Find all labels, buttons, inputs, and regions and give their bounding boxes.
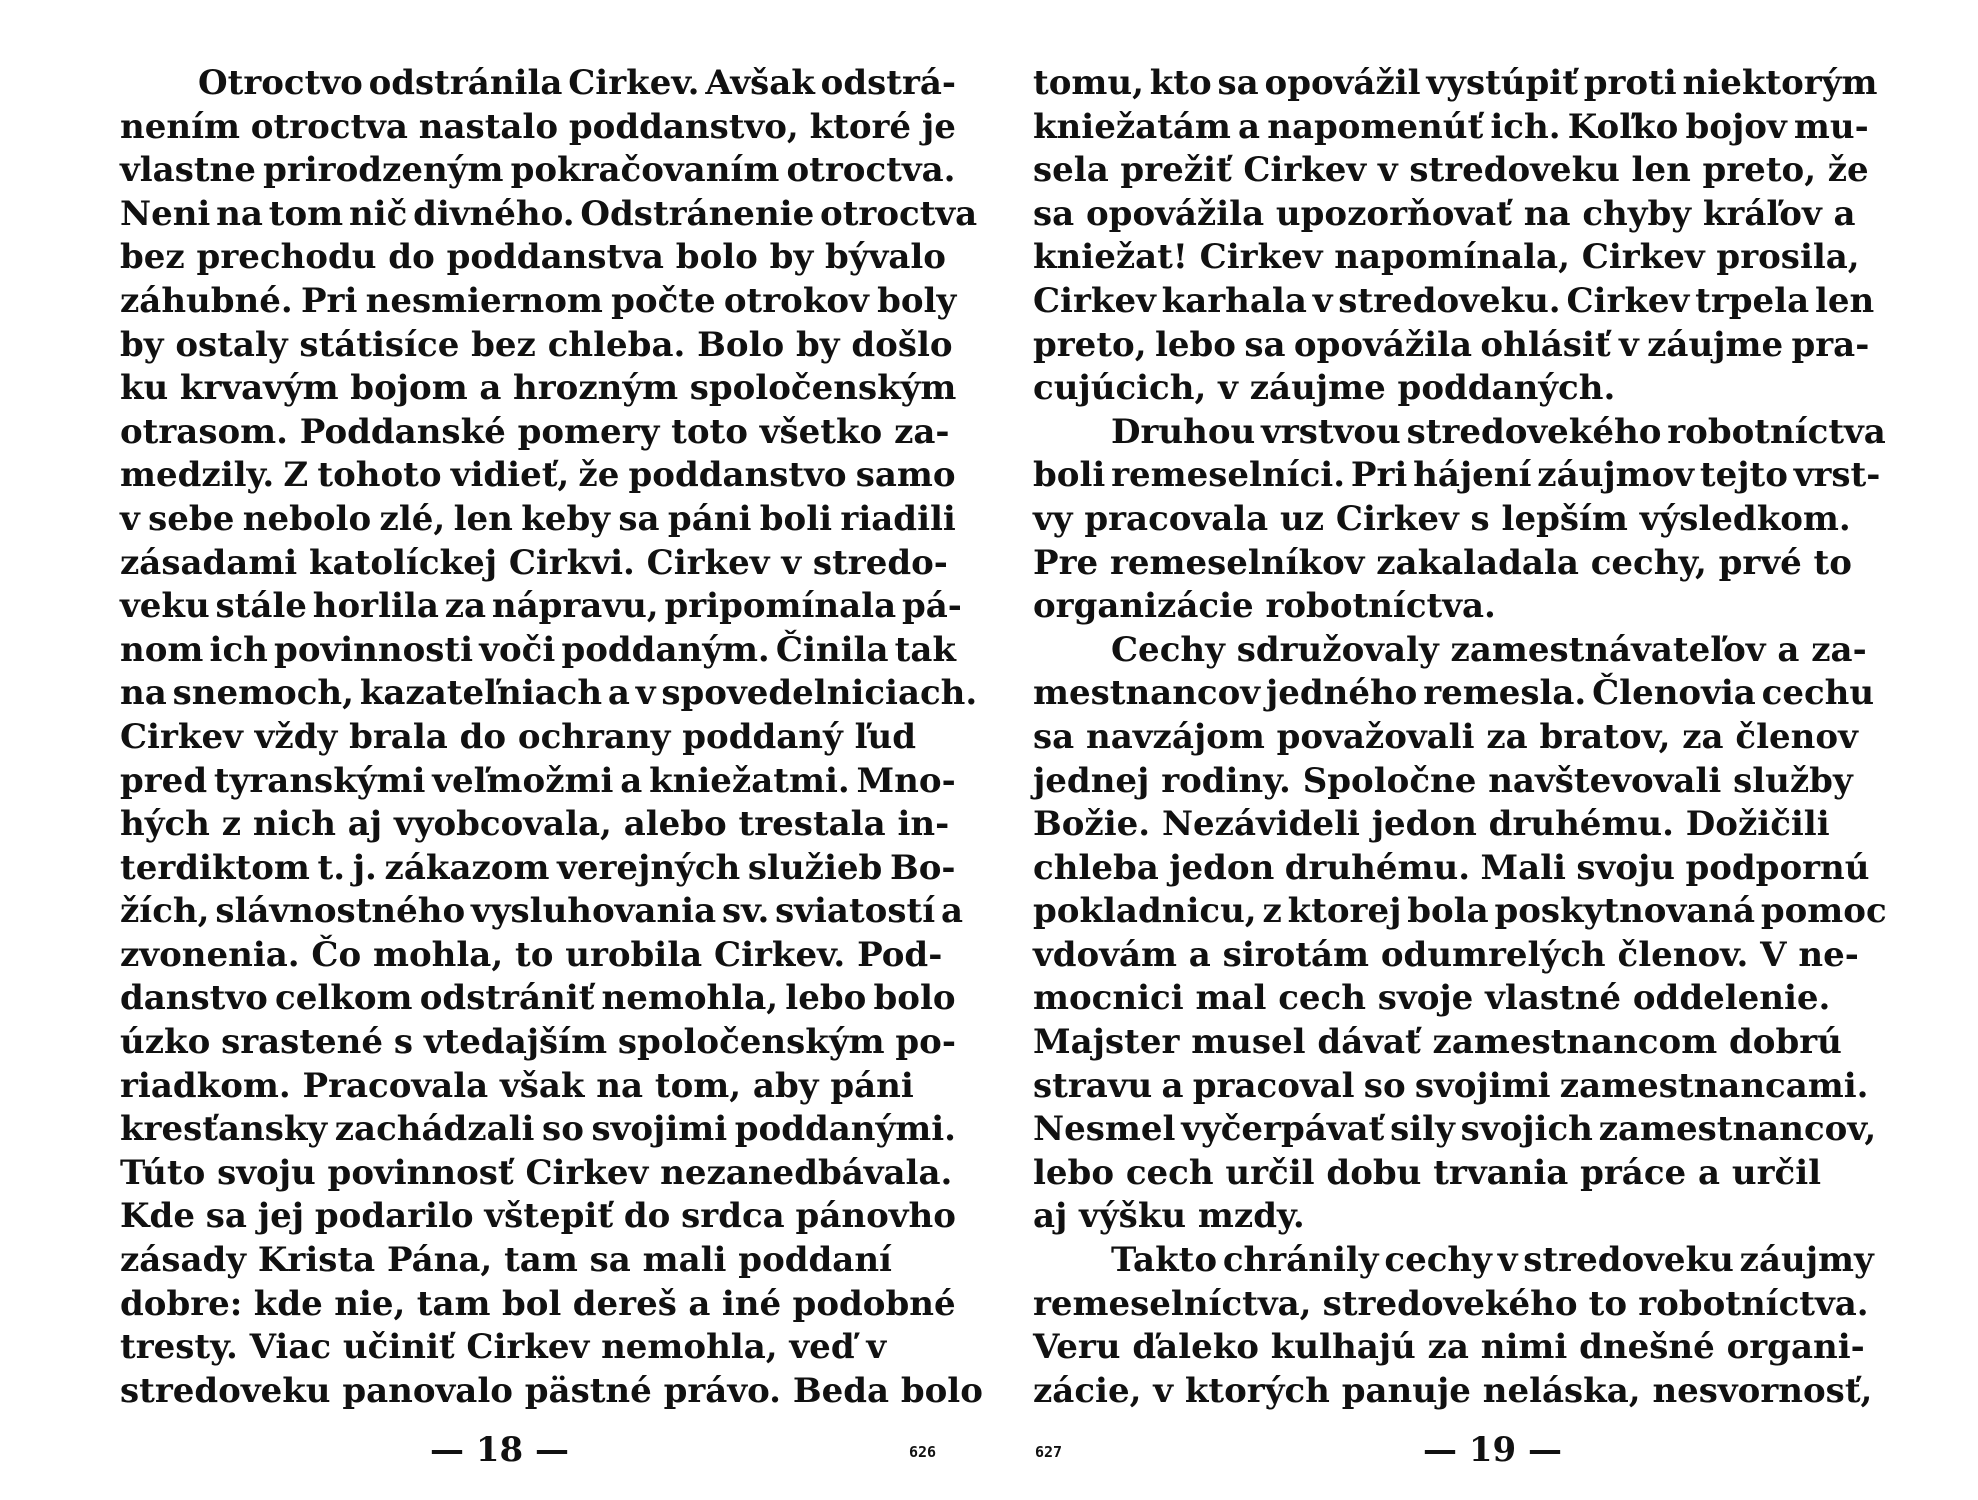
text-line: danstvo celkom odstrániť nemohla, lebo bolo — [120, 978, 956, 1019]
left-page-text — [120, 62, 983, 1413]
text-line: medzily. Z tohoto vidieť, že poddanstvo samo — [120, 455, 956, 496]
text-line: Takto chránily cechy v stredoveku záujmy — [1111, 1240, 1874, 1281]
text-line: stredoveku panovalo pästné právo. Beda bolo — [120, 1370, 983, 1411]
right-page-text — [1033, 62, 1887, 1413]
text-line: preto, lebo sa opovážila ohlásiť v záujme pra- — [1033, 324, 1870, 365]
text-line: chleba jedon druhému. Mali svoju podpornú — [1033, 847, 1870, 888]
text-line: riadkom. Pracovala však na tom, aby páni — [120, 1065, 914, 1106]
text-line: Cirkev karhala v stredoveku. Cirkev trpela len — [1033, 280, 1875, 321]
text-line: vlastne prirodzeným pokračovaním otroctva. — [120, 150, 956, 191]
page-number-right: — 19 — — [1423, 1430, 1562, 1470]
text-line: mestnancov jedného remesla. Členovia cechu — [1033, 673, 1875, 714]
text-line: pred tyranskými veľmožmi a kniežatmi. Mno- — [120, 760, 956, 801]
text-line: tresty. Viac učiniť Cirkev nemohla, veď v — [120, 1327, 887, 1368]
text-line: mocnici mal cech svoje vlastné oddelenie. — [1033, 978, 1831, 1019]
text-line: otrasom. Poddanské pomery toto všetko za- — [120, 411, 950, 452]
right-page — [989, 0, 1978, 1500]
text-line: žích, slávnostného vysluhovania sv. sviatostí a — [120, 891, 963, 932]
text-line: Veru ďaleko kulhajú za nimi dnešné organi- — [1033, 1327, 1865, 1368]
text-line: boli remeselníci. Pri hájení záujmov tejto vrst- — [1033, 455, 1881, 496]
text-line: Túto svoju povinnosť Cirkev nezanedbávala. — [120, 1152, 953, 1193]
text-line: tomu, kto sa opovážil vystúpiť proti niektorým — [1033, 63, 1878, 103]
text-line: aj výšku mzdy. — [1033, 1196, 1305, 1237]
sheet-number-right: 627 — [1035, 1443, 1063, 1461]
text-line: Cirkev vždy brala do ochrany poddaný ľud — [120, 716, 916, 757]
text-line: Druhou vrstvou stredovekého robotníctva — [1111, 411, 1886, 452]
text-line: bez prechodu do poddanstva bolo by bývalo — [120, 237, 946, 278]
text-line: sela prežiť Cirkev v stredoveku len preto, že — [1033, 150, 1869, 191]
text-line: na snemoch, kazateľniach a v spovedelniciach. — [120, 673, 978, 714]
text-line: v sebe nebolo zlé, len keby sa páni boli riadili — [120, 498, 956, 539]
text-line: jednej rodiny. Spoločne navštevovali služby — [1033, 760, 1853, 801]
text-line: záhubné. Pri nesmiernom počte otrokov boly — [120, 280, 957, 321]
text-line: veku stále horlila za nápravu, pripomínala pá- — [120, 586, 962, 627]
text-line: nením otroctva nastalo poddanstvo, ktoré je — [120, 106, 956, 147]
text-line: nom ich povinnosti voči poddaným. Činila tak — [120, 629, 956, 670]
text-line: vdovám a sirotám odumrelých členov. V ne- — [1033, 934, 1859, 975]
text-line: zvonenia. Čo mohla, to urobila Cirkev. Pod- — [120, 934, 943, 975]
text-line: kresťansky zachádzali so svojimi poddanými. — [120, 1109, 956, 1150]
text-line: organizácie robotníctva. — [1033, 586, 1496, 627]
text-line: lebo cech určil dobu trvania práce a určil — [1033, 1152, 1822, 1193]
page-number-left: — 18 — — [430, 1430, 569, 1470]
text-line: Majster musel dávať zamestnancom dobrú — [1033, 1022, 1842, 1063]
text-line: sa opovážila upozorňovať na chyby kráľov a — [1033, 193, 1856, 234]
text-line: zásady Krista Pána, tam sa mali poddaní — [120, 1240, 892, 1281]
text-line: stravu a pracoval so svojimi zamestnancami. — [1033, 1065, 1869, 1106]
text-line: remeselníctva, stredovekého to robotníctva. — [1033, 1283, 1869, 1324]
text-line: by ostaly státisíce bez chleba. Bolo by došlo — [120, 324, 953, 365]
text-line: úzko srastené s vtedajším spoločenským po- — [120, 1022, 956, 1063]
text-line: kniežat! Cirkev napomínala, Cirkev prosila, — [1033, 237, 1860, 278]
text-line: kniežatám a napomenúť ich. Koľko bojov mu- — [1033, 106, 1869, 147]
text-line: Nesmel vyčerpávať sily svojich zamestnancov, — [1033, 1109, 1877, 1150]
text-line: terdiktom t. j. zákazom verejných služieb Bo- — [120, 847, 956, 888]
text-line: Otroctvo odstránila Cirkev. Avšak odstrá- — [198, 63, 957, 103]
text-line: sa navzájom považovali za bratov, za členov — [1033, 716, 1858, 757]
text-line: cujúcich, v záujme poddaných. — [1033, 368, 1616, 409]
text-line: Pre remeselníkov zakaladala cechy, prvé to — [1033, 542, 1852, 583]
sheet-number-left: 626 — [909, 1443, 937, 1461]
text-line: Cechy sdružovaly zamestnávateľov a za- — [1111, 629, 1867, 670]
text-line: zácie, v ktorých panuje neláska, nesvornosť, — [1033, 1370, 1873, 1411]
text-line: hých z nich aj vyobcovala, alebo trestala in- — [120, 804, 950, 845]
text-line: dobre: kde nie, tam bol dereš a iné podobné — [120, 1283, 956, 1324]
text-line: pokladnicu, z ktorej bola poskytnovaná pomoc — [1033, 891, 1887, 932]
text-line: zásadami katolíckej Cirkvi. Cirkev v stredo- — [120, 542, 948, 583]
text-line: Neni na tom nič divného. Odstránenie otroctva — [120, 193, 978, 234]
text-line: ku krvavým bojom a hrozným spoločenským — [120, 368, 957, 409]
text-line: vy pracovala uz Cirkev s lepším výsledkom. — [1033, 498, 1851, 539]
text-line: Kde sa jej podarilo vštepiť do srdca pánovho — [120, 1196, 956, 1237]
text-line: Božie. Nezávideli jedon druhému. Dožičili — [1033, 804, 1830, 845]
